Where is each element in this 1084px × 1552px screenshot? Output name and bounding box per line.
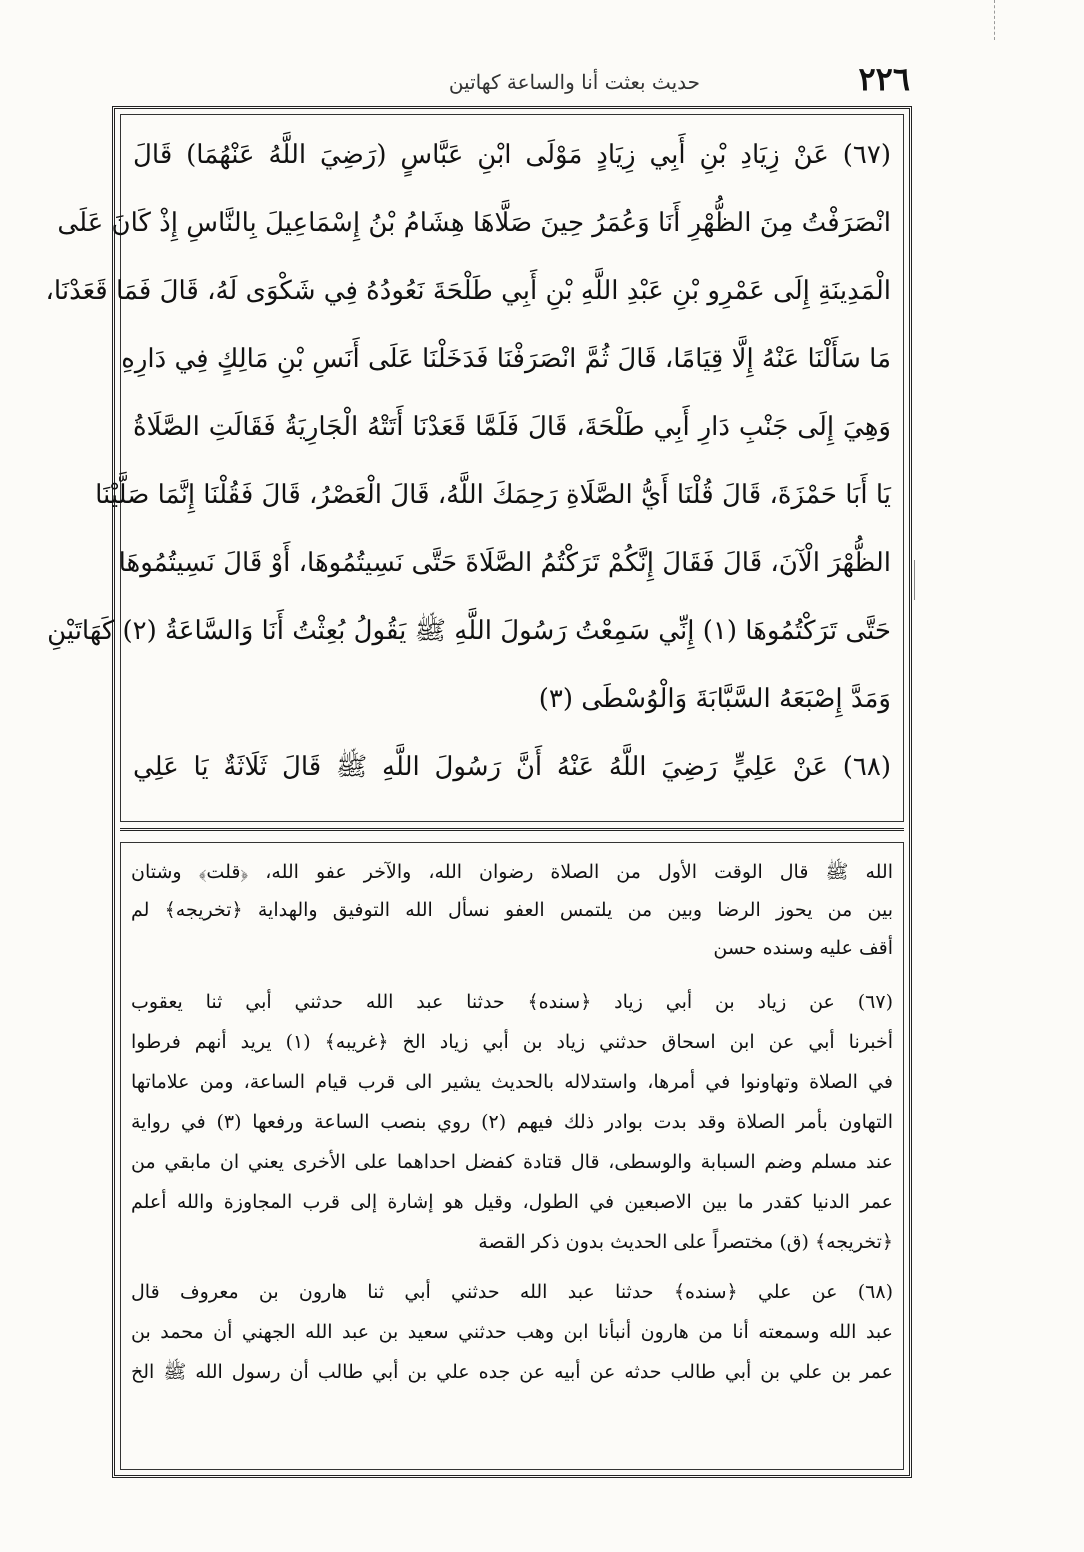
commentary-line: عمر بن علي بن أبي طالب حدثه عن أبيه عن جده علي بن أبي طالب أن رسول الله ﷺ الخ <box>131 1361 893 1383</box>
running-title: حديث بعثت أنا والساعة كهاتين <box>448 70 700 94</box>
main-line: مَا سَأَلْنَا عَنْهُ إِلَّا قِيَامًا، قَالَ ثُمَّ انْصَرَفْنَا فَدَخَلْنَا عَلَى أَنَسِ بْنِ مَالِكٍ فِي دَارِهِ <box>121 344 891 374</box>
commentary-line: عمر الدنيا كقدر ما بين الاصبعين في الطول، وقيل هو إشارة إلى قرب المجاوزة والله أعلم <box>131 1191 894 1213</box>
commentary-line: ﴿تخريجه﴾ (ق) مختصراً على الحديث بدون ذكر القصة <box>478 1231 893 1253</box>
page-header <box>110 60 910 104</box>
hadith-main-text <box>45 114 904 822</box>
main-line: يَا أَبَا حَمْزَةَ، قَالَ قُلْنَا أَيُّ الصَّلَاةِ رَحِمَكَ اللَّهُ، قَالَ الْعَصْرُ، قَالَ فَقُلْنَا إِنَّمَا صَلَّيْنَا <box>95 480 891 510</box>
commentary-line: التهاون بأمر الصلاة وقد بدت بوادر ذلك فيهم (٢) روي بنصب الساعة ورفعها (٣) في رواية <box>131 1111 893 1133</box>
commentary-line: الله ﷺ قال الوقت الأول من الصلاة رضوان الله، والآخر عفو الله، ﴿قلت﴾ وشتان <box>131 861 893 883</box>
section-divider <box>120 828 904 831</box>
main-line: حَتَّى تَرَكْتُمُوهَا (١) إِنِّي سَمِعْتُ رَسُولَ اللَّهِ ﷺ يَقُولُ بُعِثْتُ أَنَا وَالسَّاعَةُ (٢) كَهَاتَيْنِ <box>47 616 891 646</box>
main-line: انْصَرَفْتُ مِنَ الظُّهْرِ أَنَا وَعُمَرُ حِينَ صَلَّاهَا هِشَامُ بْنُ إِسْمَاعِيلَ بِالنَّاسِ إِذْ كَانَ عَلَى <box>57 208 891 238</box>
margin-tick <box>908 560 915 600</box>
page-number: ٢٢٦ <box>858 60 910 98</box>
main-line: وَمَدَّ إِصْبَعَهُ السَّبَّابَةَ وَالْوُسْطَى (٣) <box>538 684 891 714</box>
commentary-line: (٦٨) عن علي ﴿سنده﴾ حدثنا عبد الله حدثني أبي ثنا هارون بن معروف قال <box>131 1281 893 1303</box>
scan-edge-mark <box>994 0 996 40</box>
main-line: (٦٨) عَنْ عَلِيٍّ رَضِيَ اللَّهُ عَنْهُ أَنَّ رَسُولَ اللَّهِ ﷺ قَالَ ثَلَاثَةٌ يَا عَلِي <box>133 752 891 782</box>
main-line: وَهِيَ إِلَى جَنْبِ دَارِ أَبِي طَلْحَةَ، قَالَ فَلَمَّا قَعَدْنَا أَتَتْهُ الْجَارِيَةُ فَقَالَتِ الصَّلَاةُ <box>133 412 891 442</box>
commentary-line: أخبرنا أبي عن ابن اسحاق حدثني زياد بن أبي زياد الخ ﴿غريبه﴾ (١) يريد أنهم فرطوا <box>131 1031 893 1053</box>
commentary-line: (٦٧) عن زياد بن أبي زياد ﴿سنده﴾ حدثنا عبد الله حدثني أبي ثنا يعقوب <box>131 991 893 1013</box>
commentary-text <box>120 842 904 1470</box>
commentary-line: عبد الله وسمعته أنا من هارون أنبأنا ابن وهب حدثني سعيد بن عبد الله الجهني أن محمد بن <box>131 1321 893 1343</box>
commentary-line: عند مسلم وضم السبابة والوسطى، قال قتادة كفضل احداهما على الأخرى يعني ان مابقي من <box>131 1151 893 1173</box>
commentary-line: أقف عليه وسنده حسن <box>713 937 893 959</box>
commentary-line: بين من يحوز الرضا وبين من يلتمس العفو نسأل الله التوفيق والهداية ﴿تخريجه﴾ لم <box>131 899 893 921</box>
main-line: (٦٧) عَنْ زِيَادِ بْنِ أَبِي زِيَادٍ مَوْلَى ابْنِ عَبَّاسٍ (رَضِيَ اللَّهُ عَنْهُمَا) قَالَ <box>133 140 891 170</box>
main-line: الْمَدِينَةِ إِلَى عَمْرِو بْنِ عَبْدِ اللَّهِ بْنِ أَبِي طَلْحَةَ نَعُودُهُ فِي شَكْوَى لَهُ، قَالَ فَمَا قَعَدْنَا، <box>45 276 891 306</box>
commentary-line: في الصلاة وتهاونوا في أمرها، واستدلاله بالحديث يشير الى قرب قيام الساعة، ومن علاماتها <box>131 1071 893 1093</box>
main-line: الظُّهْرَ الْآنَ، قَالَ فَقَالَ إِنَّكُمْ تَرَكْتُمُ الصَّلَاةَ حَتَّى نَسِيتُمُوهَا، أَوْ قَالَ نَسِيتُمُوهَا <box>118 548 891 578</box>
